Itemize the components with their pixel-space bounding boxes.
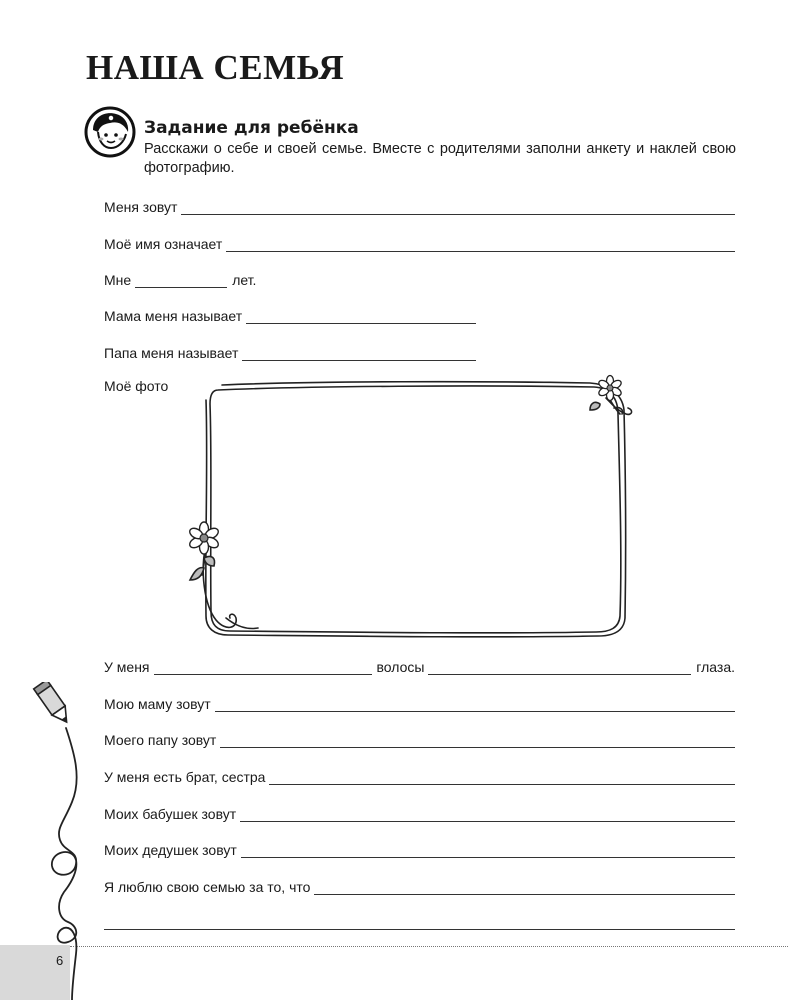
grandmas-field[interactable] xyxy=(240,807,735,822)
hair-field[interactable] xyxy=(154,660,372,675)
love-row xyxy=(104,875,735,895)
siblings-label: У меня есть брат, сестра xyxy=(104,769,266,785)
eyes-label: глаза. xyxy=(696,659,735,675)
dad-calls-field[interactable] xyxy=(242,346,476,361)
age-row xyxy=(104,268,256,288)
grandmas-label: Моих бабушек зовут xyxy=(104,806,237,822)
page-title: НАША СЕМЬЯ xyxy=(86,48,345,87)
footer-divider xyxy=(70,946,788,947)
task-text: Расскажи о себе и своей семье. Вместе с родителями заполни анкету и наклей свою фотографию. xyxy=(144,141,736,176)
name-field[interactable] xyxy=(181,200,735,215)
grandpas-label: Моих дедушек зовут xyxy=(104,842,237,858)
name-meaning-label: Моё имя означает xyxy=(104,236,223,252)
photo-label: Моё фото xyxy=(104,378,169,394)
age-suffix-label: лет. xyxy=(232,272,257,288)
siblings-row xyxy=(104,765,735,785)
mom-name-field[interactable] xyxy=(215,697,735,712)
love-field[interactable] xyxy=(314,880,735,895)
name-meaning-field[interactable] xyxy=(226,237,735,252)
eyes-field[interactable] xyxy=(428,660,691,675)
hair-label: волосы xyxy=(376,659,425,675)
grandmas-row xyxy=(104,802,735,822)
appearance-row xyxy=(104,655,735,675)
dad-calls-row xyxy=(104,341,476,361)
love-field-extra[interactable] xyxy=(104,915,735,930)
dad-calls-label: Папа меня называет xyxy=(104,345,239,361)
mom-name-label: Мою маму зовут xyxy=(104,696,211,712)
age-prefix-label: Мне xyxy=(104,272,132,288)
grandpas-field[interactable] xyxy=(241,843,735,858)
page-number: 6 xyxy=(56,953,64,968)
mom-name-row xyxy=(104,692,735,712)
name-row xyxy=(104,195,735,215)
flower-frame-icon[interactable] xyxy=(186,370,636,642)
name-meaning-row xyxy=(104,232,735,252)
name-label: Меня зовут xyxy=(104,199,178,215)
grandpas-row xyxy=(104,838,735,858)
age-field[interactable] xyxy=(135,273,227,288)
siblings-field[interactable] xyxy=(269,770,735,785)
dad-name-field[interactable] xyxy=(220,733,735,748)
task-heading: Задание для ребёнка xyxy=(144,118,359,138)
dad-name-label: Моего папу зовут xyxy=(104,732,217,748)
dad-name-row xyxy=(104,728,735,748)
love-label: Я люблю свою семью за то, что xyxy=(104,879,311,895)
love-row-continuation xyxy=(104,910,735,930)
mom-calls-label: Мама меня называет xyxy=(104,308,243,324)
have-label: У меня xyxy=(104,659,150,675)
mom-calls-row xyxy=(104,304,476,324)
mom-calls-field[interactable] xyxy=(246,309,476,324)
child-face-icon xyxy=(84,106,136,158)
